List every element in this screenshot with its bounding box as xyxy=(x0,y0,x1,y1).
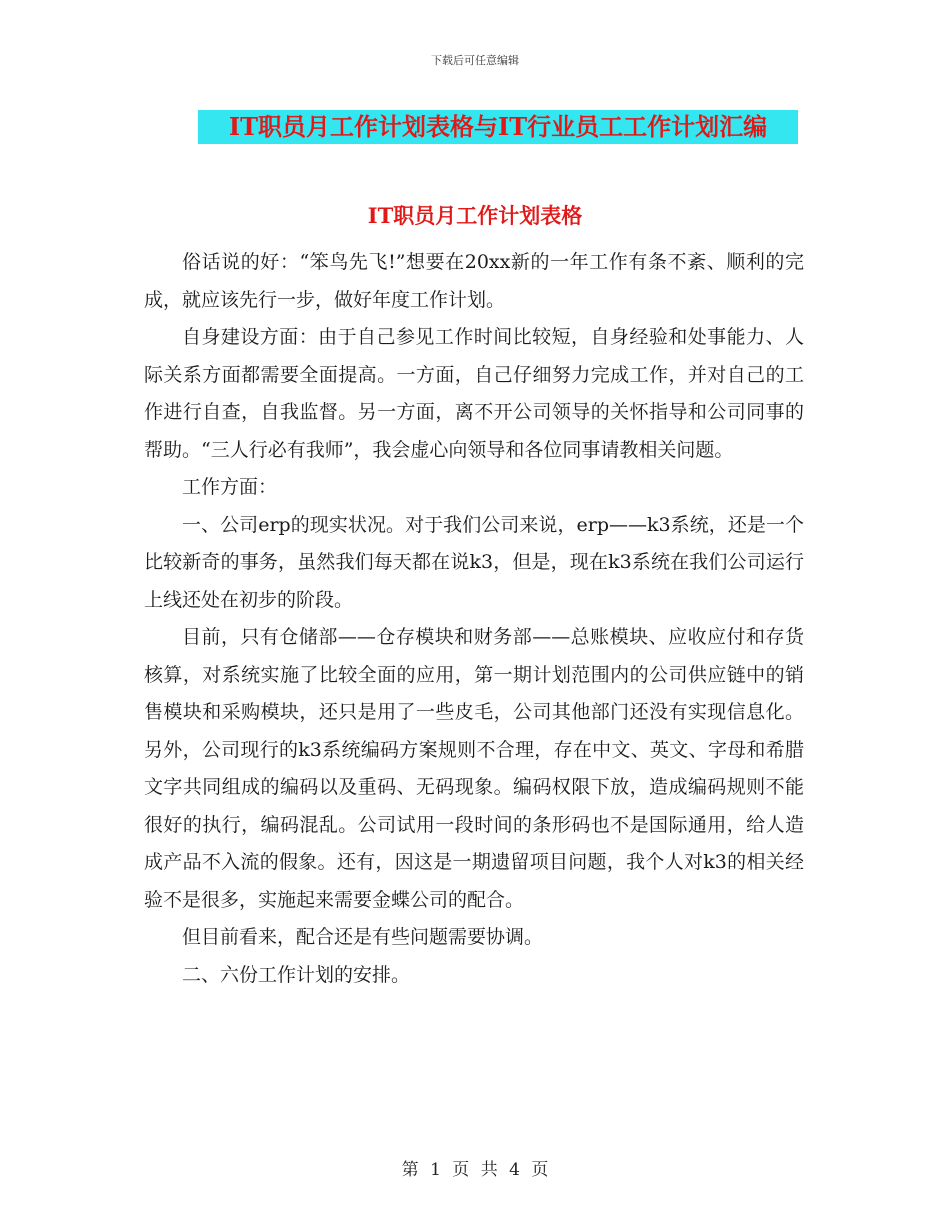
section-title: IT职员月工作计划表格 xyxy=(367,203,583,228)
paragraph-work-heading: 工作方面： xyxy=(182,476,278,498)
page-number: 第 1 页 共 4 页 xyxy=(401,1160,549,1180)
document-title-highlight xyxy=(198,110,798,144)
paragraph-current-state: 目前，只有仓储部——仓存模块和财务部——总账模块、应收应付和存货核算，对系统实施了比较全面的应用，第一期计划范围内的公司供应链中的销售模块和采购模块，还只是用了一些皮毛，公司其他部门还没有实现信息化。另外，公司现行的k3系统编码方案规则不合理，存在中文、英文、字母和希腊文字共同组成的编码以及重码、无码现象。编码权限下放，造成编码规则不能很好的执行，编码混乱。公司试用一段时间的条形码也不是国际通用，给人造成产品不入流的假象。还有，因这是一期遗留项目问题，我个人对k3的相关经验不是很多，实施起来需要金蝶公司的配合。 xyxy=(144,626,804,911)
paragraph-coordination: 但目前看来，配合还是有些问题需要协调。 xyxy=(182,926,544,948)
paragraph-erp-status: 一、公司erp的现实状况。对于我们公司来说，erp——k3系统，还是一个比较新奇的事务，虽然我们每天都在说k3，但是，现在k3系统在我们公司运行上线还处在初步的阶段。 xyxy=(144,513,804,611)
paragraph-intro: 俗话说的好：“笨鸟先飞!”想要在20xx新的一年工作有条不紊、顺利的完成，就应该先行一步，做好年度工作计划。 xyxy=(144,251,804,311)
paragraph-self-development: 自身建设方面：由于自己参见工作时间比较短，自身经验和处事能力、人际关系方面都需要全面提高。一方面，自己仔细努力完成工作，并对自己的工作进行自查，自我监督。另一方面，离不开公司领导的关怀指导和公司同事的帮助。“三人行必有我师”，我会虚心向领导和各位同事请教相关问题。 xyxy=(144,326,804,461)
document-body xyxy=(144,244,804,994)
document-title: IT职员月工作计划表格与IT行业员工工作计划汇编 xyxy=(228,112,768,141)
paragraph-plan-arrangement: 二、六份工作计划的安排。 xyxy=(182,963,411,986)
page-header-note: 下载后可任意编辑 xyxy=(431,54,519,67)
